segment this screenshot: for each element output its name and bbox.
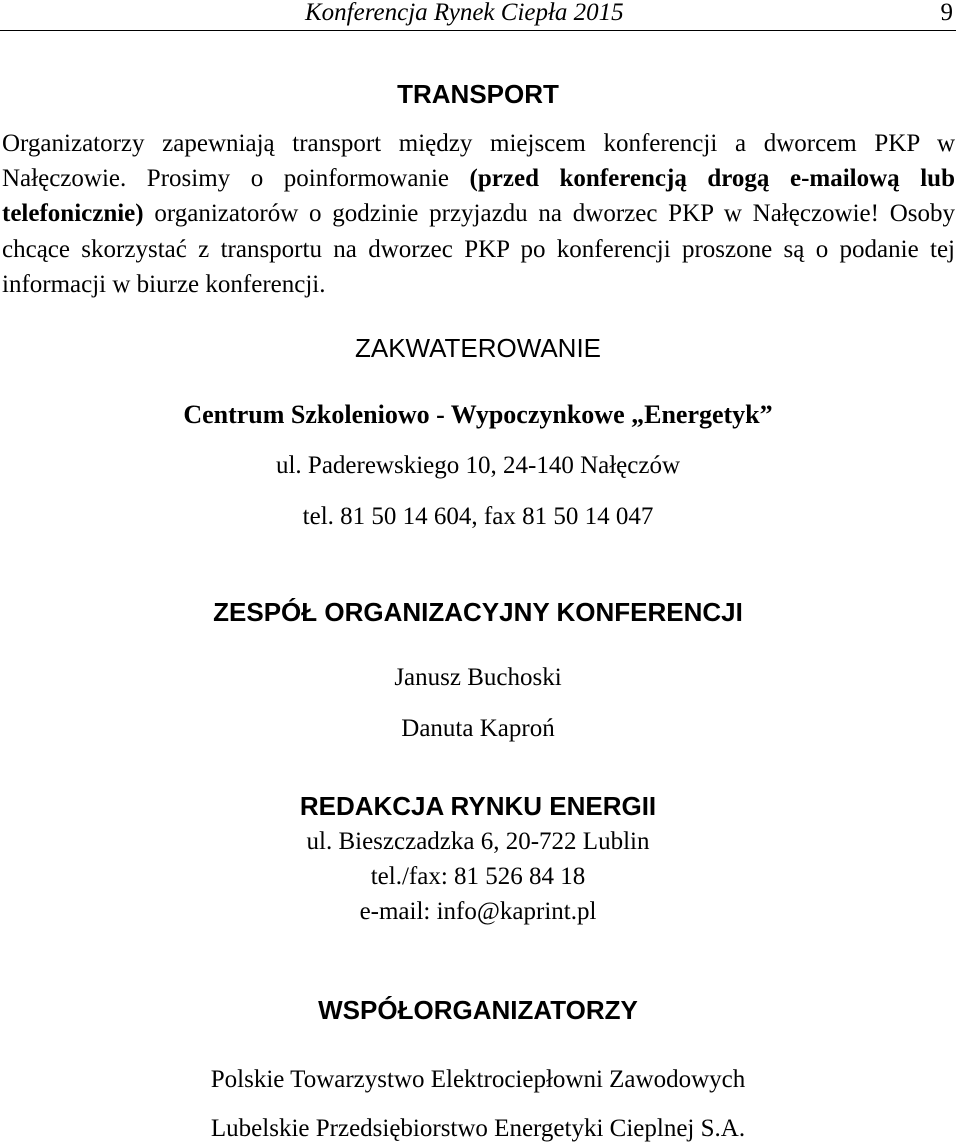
- header-title: Konferencja Rynek Ciepła 2015: [305, 0, 624, 26]
- editorial-email: e-mail: info@kaprint.pl: [359, 898, 597, 925]
- transport-text-1: Organizatorzy zapewniają transport między miejscem konferencji a dworcem PKP w Nałęczowie. Prosimy o poinformowanie: [2, 130, 955, 193]
- organizing-team-heading: ZESPÓŁ ORGANIZACYJNY KONFERENCJI: [213, 597, 743, 627]
- venue-address: ul. Paderewskiego 10, 24-140 Nałęczów: [275, 452, 681, 479]
- venue-name: Centrum Szkoleniowo - Wypoczynkowe „Energetyk”: [183, 400, 773, 429]
- transport-paragraph: [2, 126, 955, 302]
- venue-phone: tel. 81 50 14 604, fax 81 50 14 047: [302, 503, 654, 530]
- editorial-phone: tel./fax: 81 526 84 18: [370, 863, 586, 890]
- team-member: Janusz Buchoski: [394, 664, 562, 691]
- co-organizers-heading: WSPÓŁORGANIZATORZY: [318, 995, 638, 1025]
- accommodation-heading: ZAKWATEROWANIE: [354, 333, 602, 363]
- editorial-address: ul. Bieszczadzka 6, 20-722 Lublin: [306, 828, 650, 855]
- page-number: 9: [940, 0, 953, 26]
- team-member: Danuta Kaproń: [401, 715, 555, 742]
- co-organizer-item: Lubelskie Przedsiębiorstwo Energetyki Cieplnej S.A.: [210, 1115, 746, 1142]
- transport-text-bold: (przed konferencją drogą e-mailową lub telefonicznie): [2, 165, 955, 228]
- co-organizer-item: Polskie Towarzystwo Elektrociepłowni Zawodowych: [210, 1066, 746, 1093]
- transport-heading: TRANSPORT: [397, 79, 559, 109]
- running-header: [0, 0, 956, 31]
- transport-text-2: organizatorów o godzinie przyjazdu na dworzec PKP w Nałęczowie! Osoby chcące skorzystać z transportu na dworzec PKP po konferencji proszone są o podanie tej informacji w biurze konferencji.: [2, 200, 955, 298]
- editorial-heading: REDAKCJA RYNKU ENERGII: [299, 791, 657, 821]
